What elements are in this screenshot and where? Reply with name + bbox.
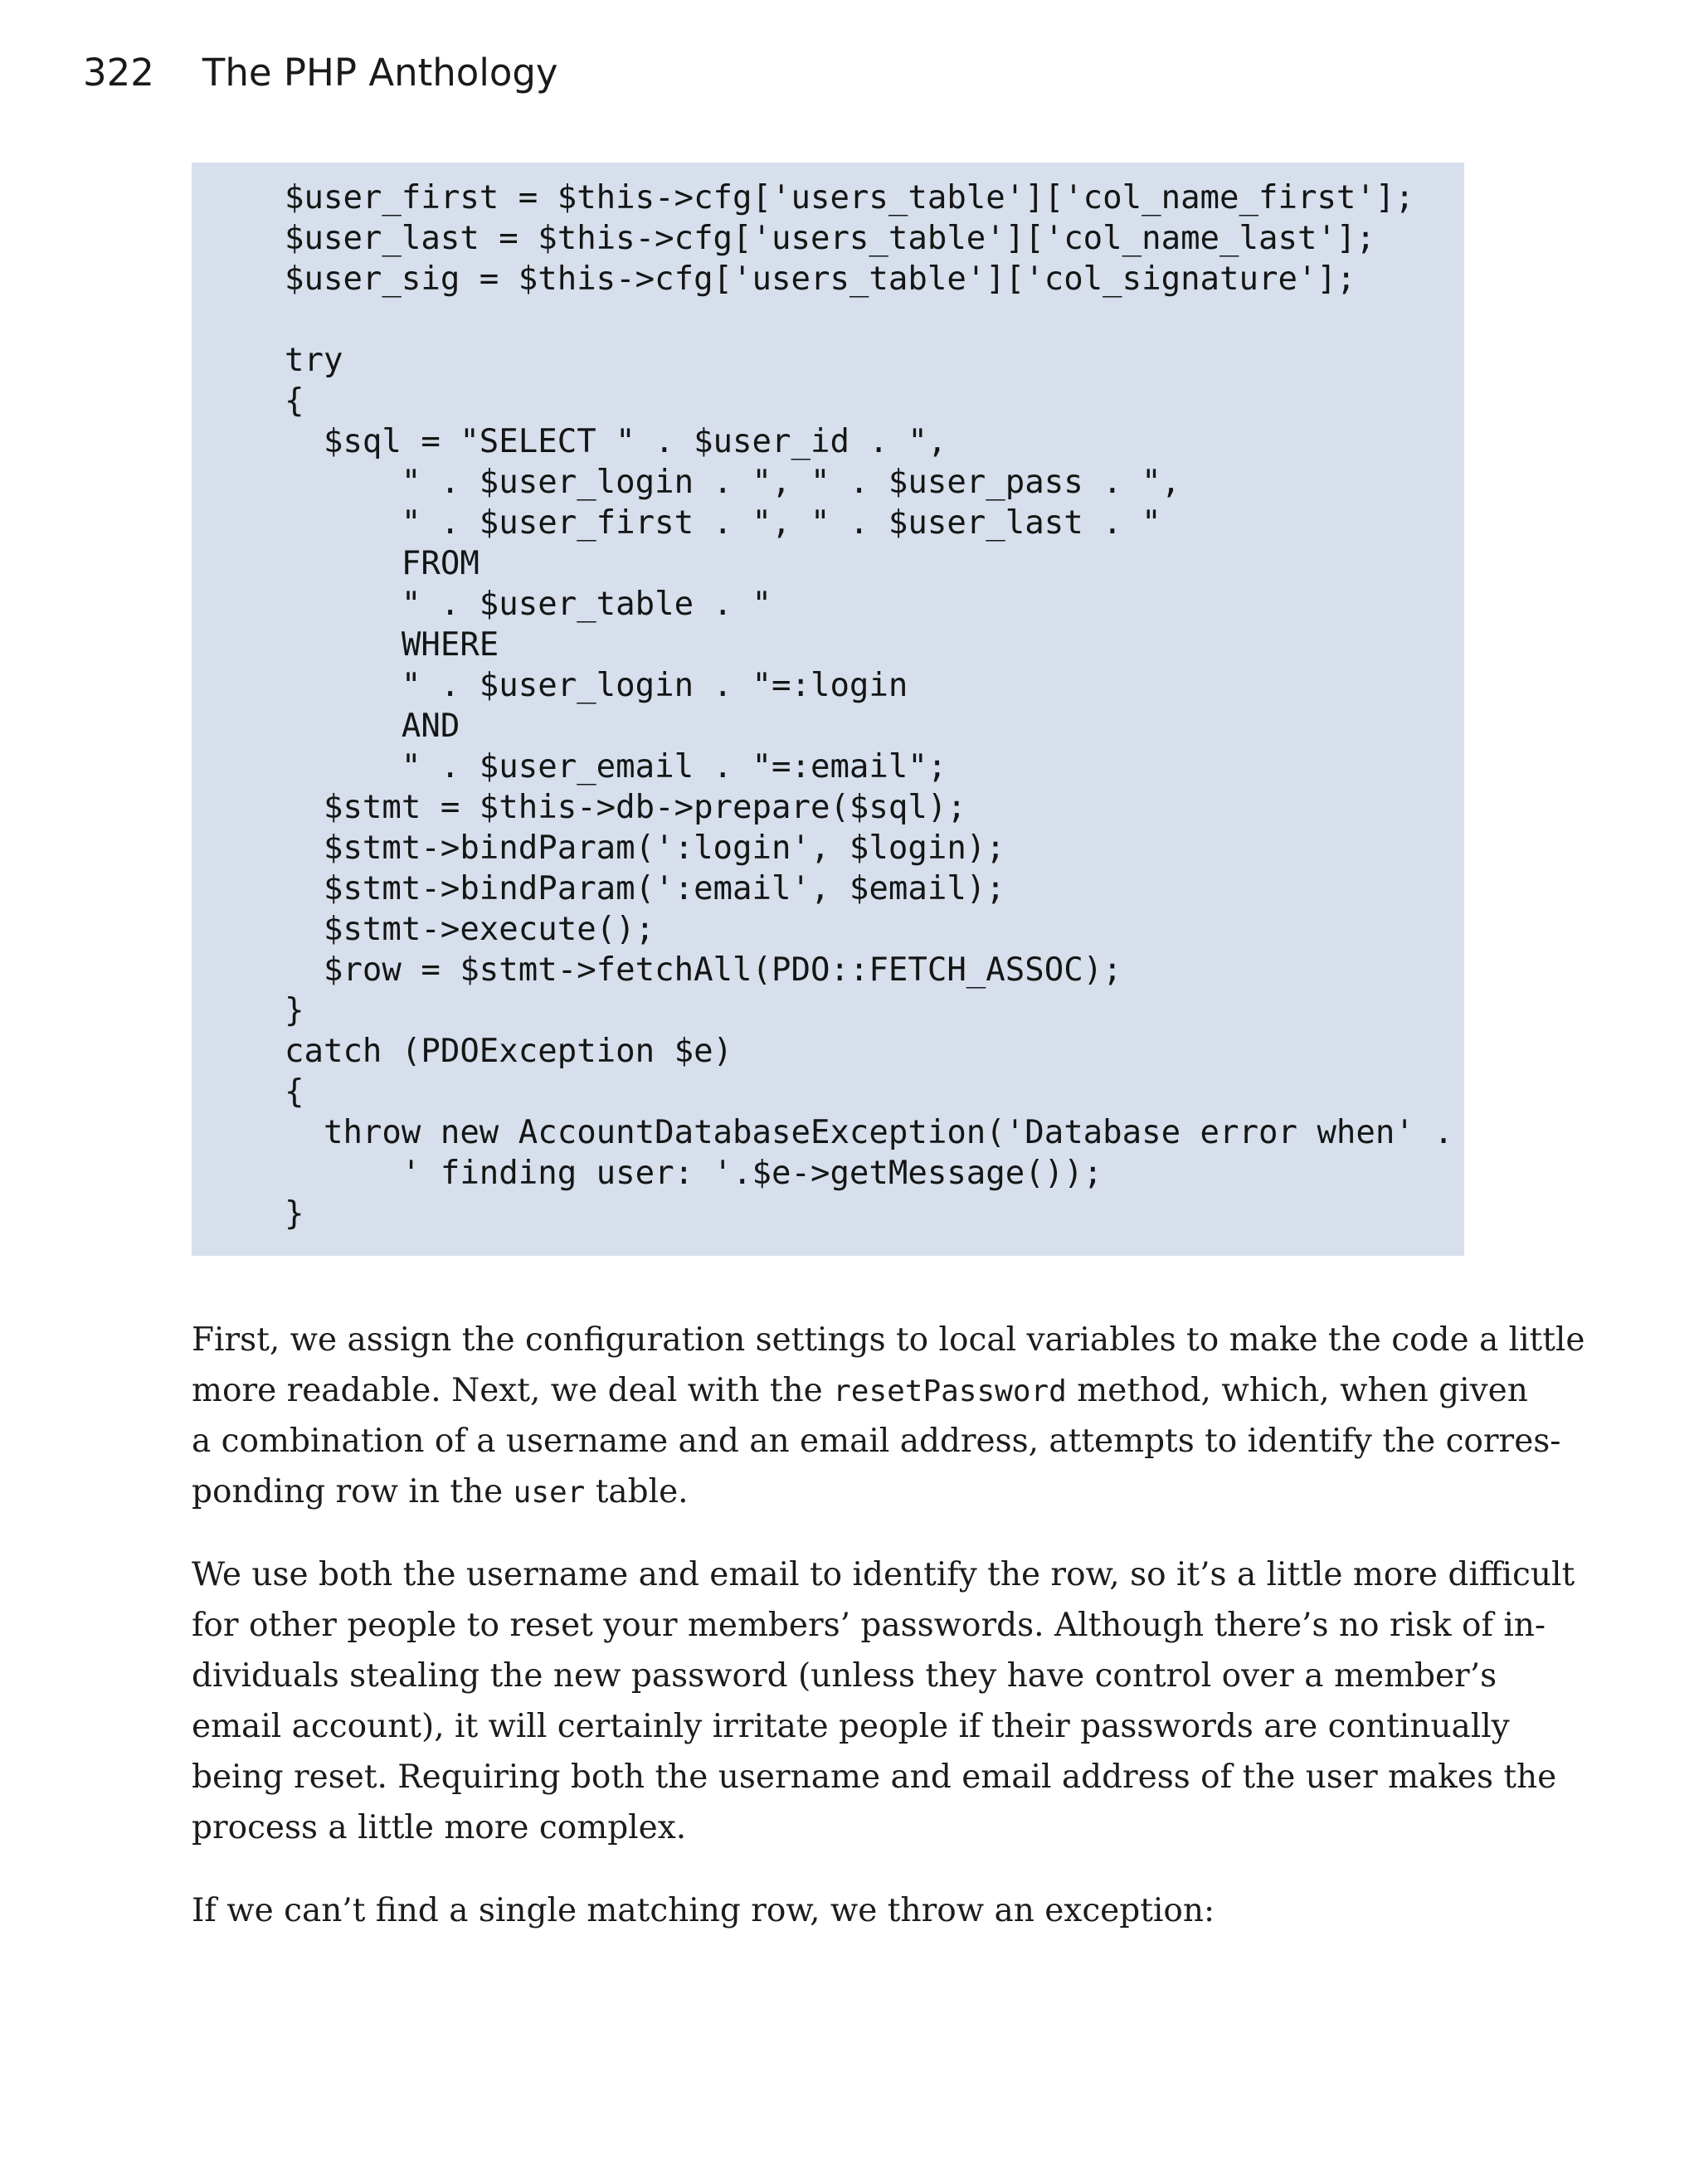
code-line: throw new AccountDatabaseException('Database error when' . [285, 1114, 1453, 1151]
code-lines [285, 178, 1453, 1234]
code-line: $user_sig = $this->cfg['users_table']['col_signature']; [285, 260, 1356, 298]
paragraph-line: We use both the username and email to identify the row, so it’s a little more difficult [192, 1556, 1575, 1593]
text-run: more readable. Next, we deal with the [192, 1372, 834, 1409]
text-run: table. [585, 1473, 689, 1510]
paragraph-line: being reset. Requiring both the username and email address of the user makes the [192, 1758, 1557, 1796]
text-run: method, which, when given [1066, 1372, 1528, 1409]
code-line: $row = $stmt->fetchAll(PDO::FETCH_ASSOC); [285, 951, 1122, 989]
paragraph-line: email account), it will certainly irritate people if their passwords are continually [192, 1708, 1510, 1745]
page-header [83, 43, 558, 101]
code-line: " . $user_email . "=:email"; [285, 748, 947, 786]
paragraph [192, 1315, 1585, 1517]
text-run: ponding row in the [192, 1473, 514, 1510]
paragraph-line [192, 1467, 1469, 1517]
code-line: AND [285, 708, 460, 745]
code-line: FROM [285, 545, 480, 582]
code-line: $stmt->execute(); [285, 911, 655, 948]
inline-code-reset-password: resetPassword [833, 1374, 1067, 1408]
code-line: $sql = "SELECT " . $user_id . ", [285, 423, 947, 460]
body-text [192, 1315, 1585, 1968]
code-line: } [285, 992, 304, 1029]
code-line: " . $user_table . " [285, 586, 772, 623]
code-line: " . $user_login . ", " . $user_pass . ", [285, 464, 1181, 501]
paragraph-line: First, we assign the configuration settings to local variables to make the code a little [192, 1321, 1585, 1359]
code-line: catch (PDOException $e) [285, 1033, 733, 1070]
code-line: WHERE [285, 626, 499, 664]
paragraph-line [192, 1365, 1528, 1416]
paragraph-line: If we can’t find a single matching row, we throw an exception: [192, 1892, 1215, 1929]
paragraph [192, 1885, 1469, 1936]
paragraph [192, 1549, 1575, 1853]
code-line: " . $user_first . ", " . $user_last . " [285, 504, 1161, 542]
code-line: " . $user_login . "=:login [285, 667, 908, 704]
paragraph-line: process a little more complex. [192, 1809, 687, 1846]
code-line: $stmt = $this->db->prepare($sql); [285, 789, 966, 826]
code-line: { [285, 1073, 304, 1111]
paragraph-line: for other people to reset your members’ passwords. Although there’s no risk of in- [192, 1607, 1546, 1644]
code-line: $stmt->bindParam(':login', $login); [285, 829, 1005, 867]
code-line: } [285, 1195, 304, 1233]
page-number: 322 [83, 50, 154, 95]
code-line: ' finding user: '.$e->getMessage()); [285, 1155, 1103, 1192]
code-line: $user_last = $this->cfg['users_table']['col_name_last']; [285, 220, 1375, 257]
code-line [285, 299, 1453, 340]
code-line: try [285, 342, 343, 379]
paragraph-line: a combination of a username and an email address, attempts to identify the corres- [192, 1423, 1561, 1460]
code-line: $stmt->bindParam(':email', $email); [285, 870, 1005, 907]
code-line: $user_first = $this->cfg['users_table']['col_name_first']; [285, 179, 1414, 216]
inline-code-user: user [513, 1476, 586, 1510]
code-block [192, 163, 1464, 1256]
paragraph-line: dividuals stealing the new password (unless they have control over a member’s [192, 1657, 1497, 1695]
code-line: { [285, 382, 304, 420]
book-title: The PHP Anthology [202, 50, 558, 95]
